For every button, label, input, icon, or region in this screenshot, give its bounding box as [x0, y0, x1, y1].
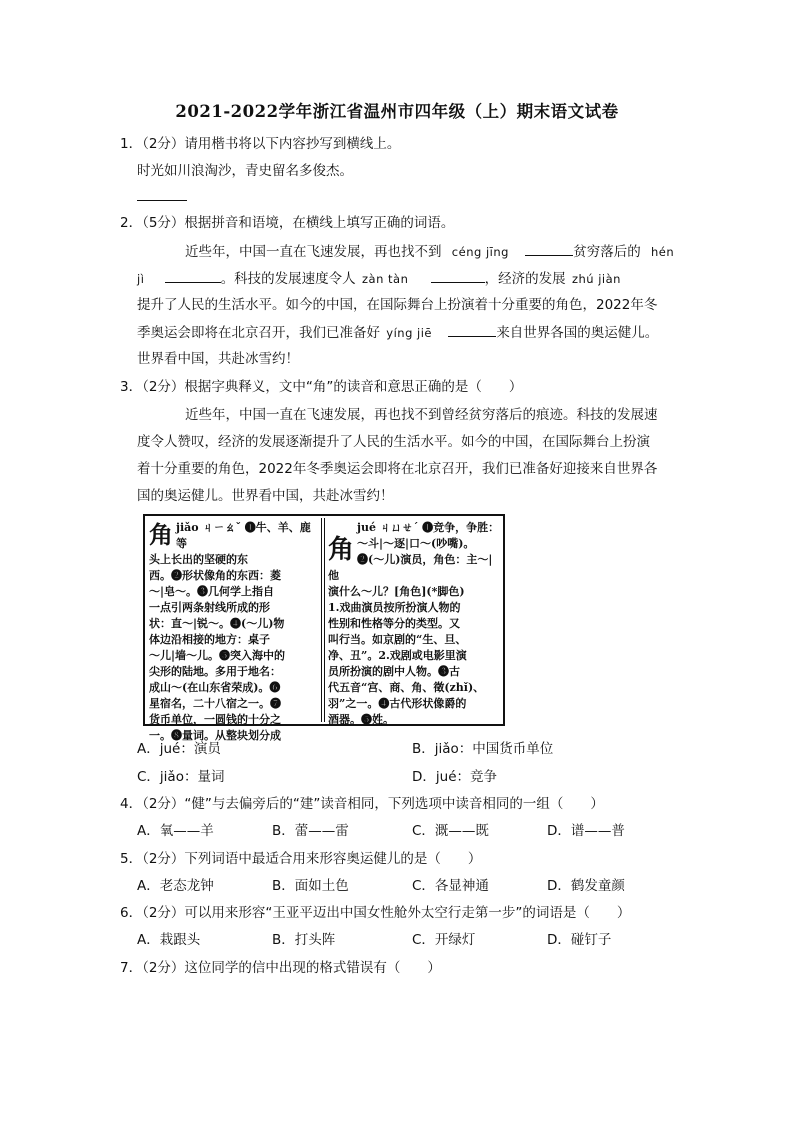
dict-line: 星宿名，二十八宿之一。❼: [149, 697, 281, 710]
dict-line: 成山～(在山东省荣成)。❻: [149, 681, 281, 694]
dict-line: ❷(～儿)演员，角色：主～|他: [328, 553, 493, 582]
dict-line: 演什么～儿？[角色](*脚色): [328, 585, 465, 598]
dict-line: 西。❷形状像角的东西：菱: [149, 569, 281, 582]
dict-line: 叫行当。如京剧的“生、旦、: [328, 633, 467, 646]
dict-line: jué ㄐㄩㄝˊ ❶竞争，争胜：: [357, 521, 500, 534]
dict-line: ～儿|墙～儿。❺突入海中的: [149, 649, 286, 662]
question-3-stem: 3．（2分）根据字典释义，文中“角”的读音和意思正确的是（ ）: [120, 379, 523, 395]
q3-option-d[interactable]: D．jué：竞争: [412, 769, 498, 785]
q6-option-d[interactable]: D．碰钉子: [547, 932, 612, 948]
q3-option-a[interactable]: A．jué：演员: [137, 741, 221, 757]
question-3-passage-2: 度令人赞叹，经济的发展逐渐提升了人民的生活水平。如今的中国，在国际舞台上扮演: [137, 434, 650, 450]
q6-option-a[interactable]: A．栽跟头: [137, 932, 201, 948]
dict-line: 体边沿相接的地方：桌子: [149, 633, 270, 646]
dict-line: 性别和性格等分的类型。又: [328, 617, 460, 630]
question-7-stem: 7．（2分）这位同学的信中出现的格式错误有（ ）: [120, 960, 441, 976]
dictionary-entry-jiao: [149, 520, 319, 742]
question-1-text: 时光如川浪淘沙，青史留名多俊杰。: [137, 163, 353, 179]
pinyin-cengjing: céng jīng: [451, 245, 509, 259]
dictionary-entry-jue: [328, 520, 500, 726]
pinyin-henji-2: jì: [137, 272, 145, 286]
pinyin-henji-1: hén: [651, 245, 675, 259]
question-6-stem: 6．（2分）可以用来形容“王亚平迈出中国女性舱外太空行走第一步”的词语是（ ）: [120, 905, 631, 921]
q2-text: 近些年，中国一直在飞速发展，再也找不到: [185, 244, 442, 260]
dictionary-headword: 角: [328, 535, 355, 565]
question-3-passage-3: 着十分重要的角色，2022年冬季奥运会即将在北京召开，我们已准备好迎接来自世界各: [137, 461, 658, 477]
dict-line: 净、丑”。2.戏剧或电影里演: [328, 649, 467, 662]
question-2-line-1: [185, 241, 674, 262]
pinyin-yingjie: yíng jiē: [386, 326, 433, 340]
q5-option-a[interactable]: A．老态龙钟: [137, 878, 214, 894]
dict-line: 羽”之一。❹古代形状像爵的: [328, 697, 467, 710]
q4-option-d[interactable]: D．谱——普: [547, 823, 625, 839]
answer-blank[interactable]: [165, 268, 221, 283]
q6-option-b[interactable]: B．打头阵: [272, 932, 336, 948]
dict-line: 头上长出的坚硬的东: [149, 553, 248, 566]
dict-line: 一点引两条射线所成的形: [149, 601, 270, 614]
q2-text: 来自世界各国的奥运健儿。: [496, 325, 659, 341]
q5-option-d[interactable]: D．鹤发童颜: [547, 878, 625, 894]
question-2-line-5: 世界看中国，共赴冰雪约！: [137, 351, 299, 367]
question-2-line-3: 提升了人民的生活水平。如今的中国，在国际舞台上扮演着十分重要的角色，2022年冬: [137, 297, 658, 313]
question-3-passage-1: 近些年，中国一直在飞速发展，再也找不到曾经贫穷落后的痕迹。科技的发展速: [185, 407, 658, 423]
dict-line: 尖形的陆地。多用于地名：: [149, 665, 281, 678]
dict-line: 1.戏曲演员按所扮演人物的: [328, 601, 461, 614]
dict-line: 员所扮演的剧中人物。❸古: [328, 665, 460, 678]
page-title: 2021-2022学年浙江省温州市四年级（上）期末语文试卷: [175, 102, 619, 121]
answer-blank[interactable]: [431, 268, 485, 283]
question-1-answer-line[interactable]: [137, 186, 187, 207]
q2-text: 贫穷落后的: [573, 244, 641, 260]
pinyin-zantan: zàn tàn: [361, 272, 409, 286]
q2-text: 季奥运会即将在北京召开，我们已准备好: [137, 325, 380, 341]
q4-option-b[interactable]: B．蕾——雷: [272, 823, 349, 839]
dictionary-headword: 角: [149, 520, 173, 549]
q3-option-c[interactable]: C．jiǎo：量词: [137, 769, 225, 785]
dict-line: 一。❽量词。从整块划分成: [149, 729, 281, 742]
question-2-line-2: [137, 268, 621, 289]
question-2-line-4: [137, 322, 658, 343]
q3-option-b[interactable]: B．jiǎo：中国货币单位: [412, 741, 554, 757]
answer-blank[interactable]: [525, 241, 573, 256]
q2-text: ，经济的发展: [484, 271, 566, 287]
dict-line: jiǎo ㄐㄧㄠˇ ❶牛、羊、鹿等: [176, 521, 311, 550]
q5-option-b[interactable]: B．面如土色: [272, 878, 349, 894]
q4-option-c[interactable]: C．溉——既: [412, 823, 489, 839]
question-1-stem: 1．（2分）请用楷书将以下内容抄写到横线上。: [120, 136, 401, 152]
question-3-passage-4: 国的奥运健儿。世界看中国，共赴冰雪约！: [137, 488, 394, 504]
q2-text: 。科技的发展速度令人: [220, 271, 356, 287]
question-2-stem: 2．（5分）根据拼音和语境，在横线上填写正确的词语。: [120, 215, 455, 231]
answer-blank[interactable]: [448, 322, 496, 337]
q4-option-a[interactable]: A．氧——羊: [137, 823, 214, 839]
dict-line: ～|皂～。❸几何学上指自: [149, 585, 275, 598]
dictionary-excerpt-image: [143, 514, 505, 742]
dict-line: ～斗|～逐|口～(吵嘴)。: [357, 537, 475, 550]
dict-line: 酒器。❺姓。: [328, 713, 394, 726]
question-4-stem: 4．（2分）“健”与去偏旁后的“建”读音相同，下列选项中读音相同的一组（ ）: [120, 796, 604, 812]
dict-line: 货币单位，一圆钱的十分之: [149, 713, 281, 726]
dictionary-divider: [321, 518, 325, 722]
dict-line: 状：直～|锐～。❹(～儿)物: [149, 617, 285, 630]
q5-option-c[interactable]: C．各显神通: [412, 878, 489, 894]
q6-option-c[interactable]: C．开绿灯: [412, 932, 476, 948]
answer-blank[interactable]: [137, 186, 187, 201]
pinyin-zhujian: zhú jiàn: [571, 272, 621, 286]
question-5-stem: 5．（2分）下列词语中最适合用来形容奥运健儿的是（ ）: [120, 851, 482, 867]
dict-line: 代五音“宫、商、角、徵(zhǐ)、: [328, 681, 485, 694]
